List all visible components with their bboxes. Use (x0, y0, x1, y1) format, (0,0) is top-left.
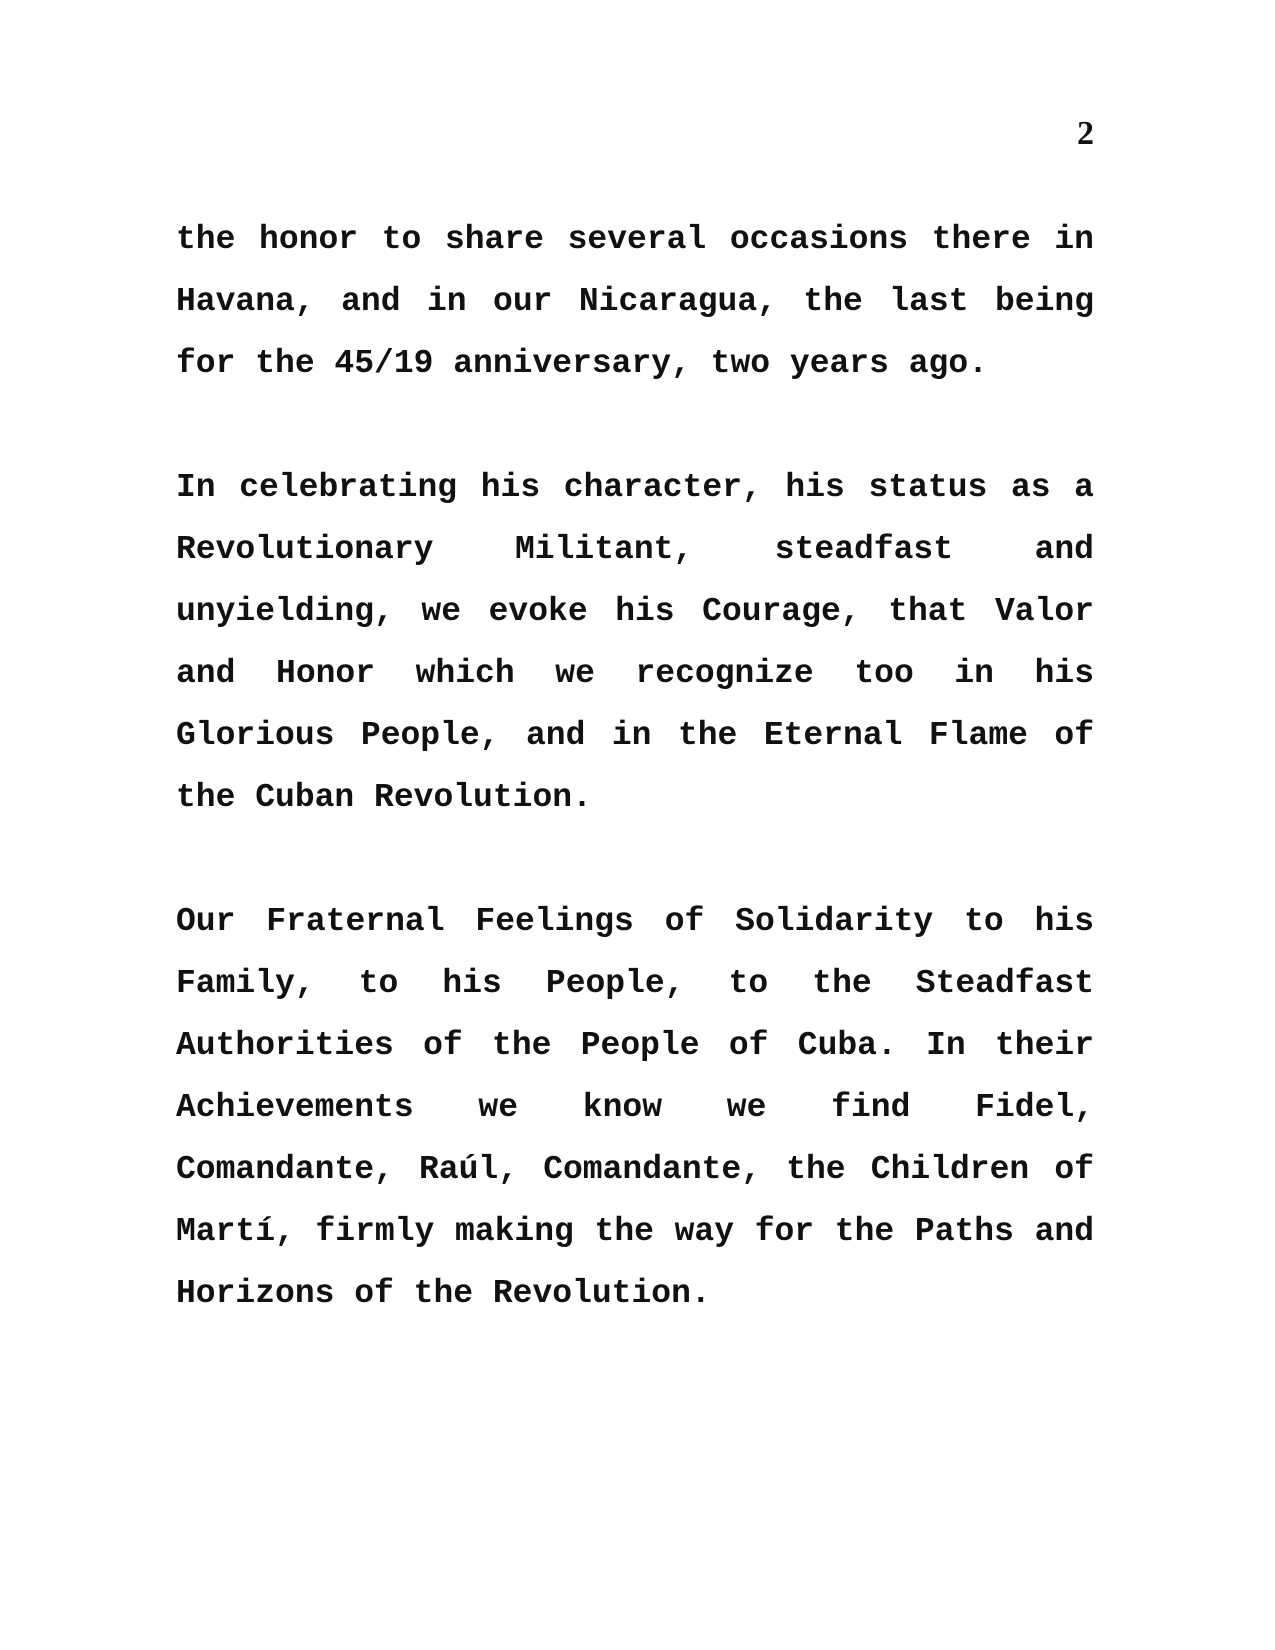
paragraph-1: the honor to share several occasions there in Havana, and in our Nicaragua, the last being for the 45/19 anniversary, two years ago. (176, 221, 1094, 382)
document-body (176, 209, 1094, 1325)
page-number: 2 (1077, 115, 1094, 152)
paragraph-3: Our Fraternal Feelings of Solidarity to his Family, to his People, to the Steadfast Authorities of the People of Cuba. In their Achievements we know we find Fidel, Comandante, Raúl, Comandante, the Children of Martí, firmly making the way for the Paths and Horizons of the Revolution. (176, 903, 1094, 1312)
paragraph-2: In celebrating his character, his status as a Revolutionary Militant, steadfast and unyielding, we evoke his Courage, that Valor and Honor which we recognize too in his Glorious People, and in the Eternal Flame of the Cuban Revolution. (176, 469, 1094, 816)
